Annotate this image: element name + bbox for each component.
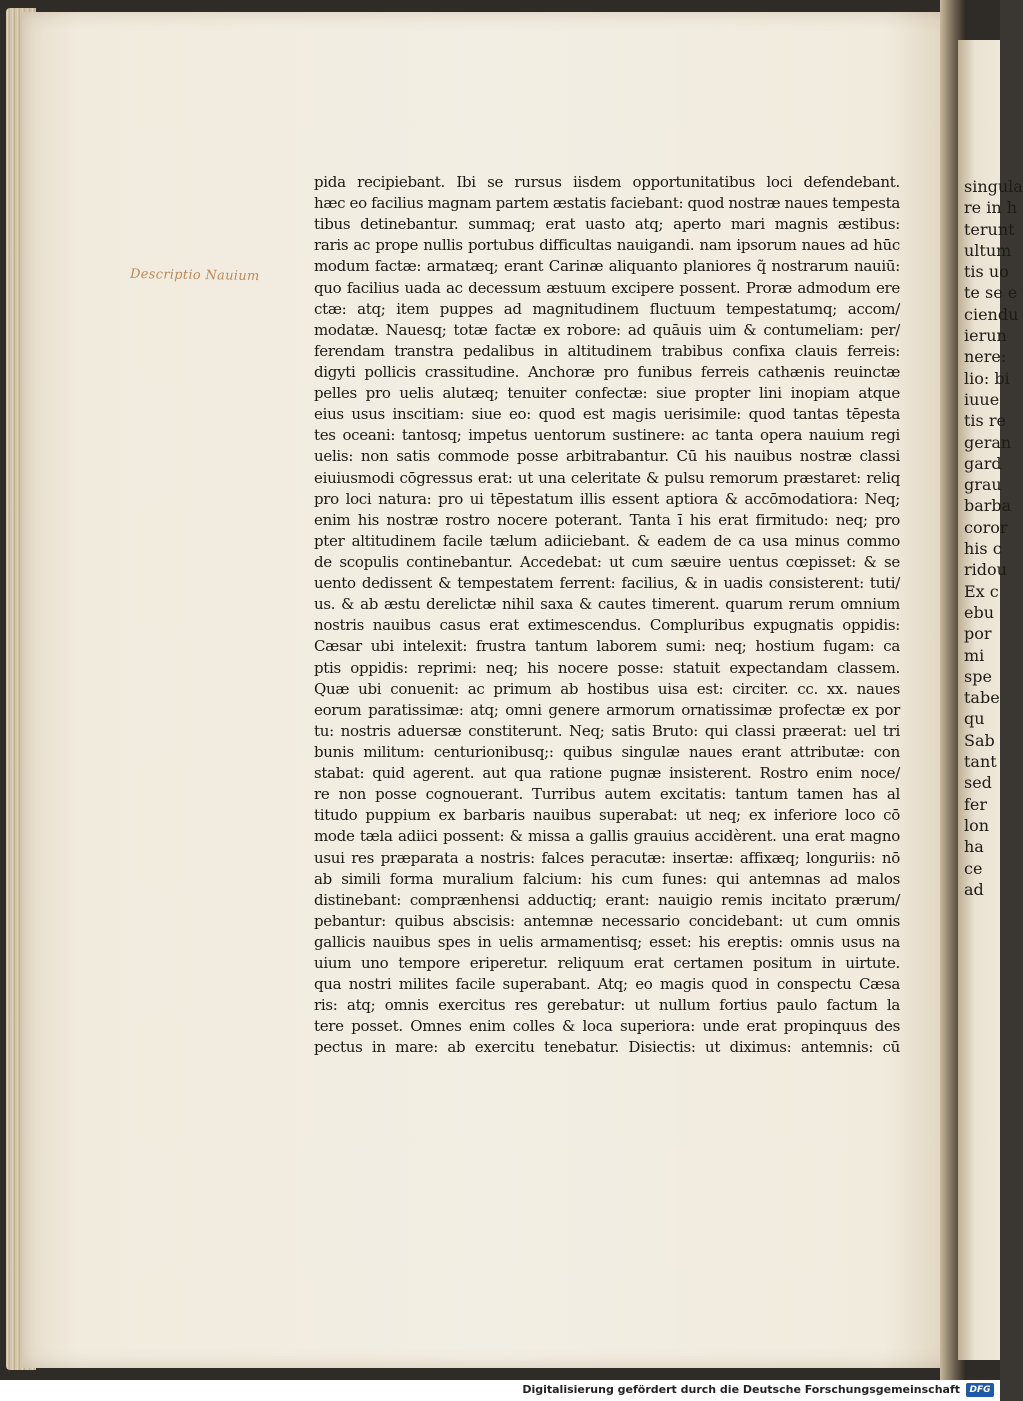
- text-line: usui res præparata a nostris: falces peracutæ: insertæ: affixæq; longuriis: nō: [314, 848, 900, 867]
- facing-text-fragment: ce: [964, 858, 983, 878]
- verso-page: [22, 12, 960, 1368]
- text-line: pelles pro uelis alutæq; tenuiter confectæ: siue propter lini inopiam atque: [314, 384, 900, 403]
- facing-text-fragment: ierun: [964, 326, 1007, 346]
- facing-text-fragment: tis re: [964, 411, 1006, 431]
- facing-page-edge: [958, 40, 1023, 1360]
- facing-text-fragment: Ex c: [964, 581, 999, 601]
- facing-text-fragment: barba: [964, 496, 1012, 516]
- text-line: qua nostri milites facile superabant. Atq; eo magis quod in conspectu Cæsa: [314, 975, 900, 994]
- text-line: gallicis nauibus spes in uelis armamentisq; esset: his ereptis: omnis usus na: [314, 932, 900, 951]
- text-line: ctæ: atq; item puppes ad magnitudinem fluctuum tempestatumq; accom/: [314, 299, 900, 318]
- facing-text-fragment: qu: [964, 709, 985, 729]
- facing-text-fragment: ebu: [964, 602, 995, 622]
- text-line: bunis militum: centurionibusq;: quibus singulæ naues erant attributæ: con: [314, 742, 900, 761]
- text-line: uelis: non satis commode posse arbitrabantur. Cū his nauibus nostræ classi: [314, 447, 900, 466]
- text-line: hæc eo facilius magnam partem æstatis faciebant: quod nostræ naues tempesta: [314, 194, 900, 213]
- text-line: pro loci natura: pro ui tēpestatum illis essent aptiora & accōmodatiora: Neq;: [314, 489, 900, 508]
- facing-text-fragment: coror: [964, 517, 1008, 537]
- facing-text-fragment: ridou: [964, 560, 1007, 580]
- facing-text-fragment: spe: [964, 666, 992, 686]
- text-line: pida recipiebant. Ibi se rursus iisdem opportunitatibus loci defendebant.: [314, 173, 900, 191]
- text-line: modum factæ: armatæq; erant Carinæ aliquanto planiores q̃ nostrarum nauiū:: [314, 257, 900, 276]
- facing-text-fragment: geran: [964, 432, 1012, 452]
- facing-text-fragment: te se e: [964, 283, 1018, 303]
- text-line: nostris nauibus casus erat extimescendus. Compluribus expugnatis oppidis:: [314, 616, 900, 635]
- text-line: pebantur: quibus abscisis: antemnæ necessario concidebant: ut cum omnis: [314, 911, 900, 930]
- facing-text-fragment: nere:: [964, 347, 1007, 367]
- text-line: titudo puppium ex barbaris nauibus superabat: ut neq; ex inferiore loco cō: [314, 806, 900, 825]
- facing-page-text: [964, 176, 1023, 900]
- facing-text-fragment: ultum: [964, 240, 1012, 260]
- text-line: raris ac prope nullis portubus difficultas nauigandi. nam ipsorum naues ad hūc: [314, 236, 900, 255]
- text-line: modatæ. Nauesq; totæ factæ ex robore: ad quāuis uim & contumeliam: per/: [314, 320, 900, 339]
- text-line: tu: nostris aduersæ constiterunt. Neq; satis Bruto: qui classi præerat: uel tri: [314, 721, 900, 740]
- facing-text-fragment: tabe: [964, 688, 1000, 708]
- text-line: ferendam transtra pedalibus in altitudinem trabibus confixa clauis ferreis:: [314, 341, 900, 360]
- text-line: ab simili forma muralium falcium: his cum funes: qui antemnas ad malos: [314, 869, 900, 888]
- facing-text-fragment: ad: [964, 879, 984, 899]
- text-line: Cæsar ubi intelexit: frustra tantum laborem sumi: neq; hostium fugam: ca: [314, 637, 900, 656]
- facing-text-fragment: tis uo: [964, 262, 1009, 282]
- text-line: ris: atq; omnis exercitus res gerebatur: ut nullum fortius paulo factum la: [314, 996, 900, 1015]
- text-line: mode tæla adiici possent: & missa a gallis grauius accidèrent. una erat magno: [314, 827, 900, 846]
- text-line: digyti pollicis crassitudine. Anchoræ pro funibus ferreis cathænis reuinctæ: [314, 362, 900, 381]
- facing-text-fragment: sed: [964, 773, 992, 793]
- text-line: us. & ab æstu derelictæ nihil saxa & cautes timerent. quarum rerum omnium: [314, 595, 900, 614]
- facing-text-fragment: re in h: [964, 198, 1018, 218]
- digitization-footer: [0, 1380, 1000, 1401]
- text-line: distinebant: comprænhensi adductiq; erant: nauigio remis incitato prærum/: [314, 890, 900, 909]
- text-line: eorum paratissimæ: atq; omni genere armorum ornatissimæ profectæ ex por: [314, 700, 900, 719]
- facing-text-fragment: ha: [964, 837, 984, 857]
- text-line: quo facilius uada ac decessum æstuum excipere possent. Proræ admodum ere: [314, 278, 900, 297]
- text-line: re non posse cognouerant. Turribus autem excitatis: tantum tamen has al: [314, 785, 900, 804]
- text-line: pter altitudinem facile tælum adiiciebant. & eadem de ca usa minus commo: [314, 531, 900, 550]
- text-line: enim his nostræ rostro nocere poterant. Tanta ī his erat firmitudo: neq; pro: [314, 510, 900, 529]
- facing-text-fragment: gard: [964, 453, 1002, 473]
- facing-text-fragment: iuue: [964, 389, 1000, 409]
- facing-text-fragment: lon: [964, 815, 990, 835]
- facing-text-fragment: lio: bi: [964, 368, 1010, 388]
- facing-text-fragment: tant: [964, 752, 997, 772]
- text-line: tibus detinebantur. summaq; erat uasto atq; aperto mari magnis æstibus:: [314, 215, 900, 234]
- facing-text-fragment: por: [964, 624, 992, 644]
- text-line: uium uno tempore eriperetur. reliquum erat certamen positum in uirtute.: [314, 954, 900, 973]
- facing-text-fragment: fer: [964, 794, 988, 814]
- facing-text-fragment: mi: [964, 645, 985, 665]
- text-line: tere posset. Omnes enim colles & loca superiora: unde erat propinquus des: [314, 1017, 900, 1036]
- facing-text-fragment: singula: [964, 177, 1023, 196]
- text-line: stabat: quid agerent. aut qua ratione pugnæ insisterent. Rostro enim noce/: [314, 764, 900, 783]
- text-line: uento dedissent & tempestatem ferrent: facilius, & in uadis consisterent: tuti/: [314, 574, 900, 593]
- text-line: Quæ ubi conuenit: ac primum ab hostibus uisa est: circiter. cc. xx. naues: [314, 679, 900, 698]
- main-text-block: [314, 172, 900, 1059]
- facing-text-fragment: terunt: [964, 219, 1015, 239]
- facing-text-fragment: grau: [964, 475, 1002, 495]
- text-line: de scopulis continebantur. Accedebat: ut cum sæuire uentus cœpisset: & se: [314, 552, 900, 571]
- funding-credit: Digitalisierung gefördert durch die Deutsche Forschungsgemeinschaft: [522, 1383, 960, 1396]
- text-line: tes oceani: tantosq; impetus uentorum sustinere: ac tanta opera nauium regi: [314, 426, 900, 445]
- text-line: eiuiusmodi cōgressus erat: ut una celeritate & pulsu remorum præstaret: reliq: [314, 468, 900, 487]
- facing-text-fragment: Sab: [964, 730, 995, 750]
- text-line: eius usus inscitiam: siue eo: quod est magis uerisimile: quod tantas tēpesta: [314, 405, 900, 424]
- text-line: ptis oppidis: reprimi: neq; his nocere posse: statuit expectandam classem.: [314, 658, 900, 677]
- facing-text-fragment: ciendu: [964, 304, 1019, 324]
- dfg-logo: DFG: [966, 1383, 994, 1397]
- facing-text-fragment: his c: [964, 539, 1002, 559]
- marginal-annotation: Descriptio Nauium: [129, 266, 260, 285]
- text-line: pectus in mare: ab exercitu tenebatur. Disiectis: ut diximus: antemnis: cū: [314, 1038, 900, 1057]
